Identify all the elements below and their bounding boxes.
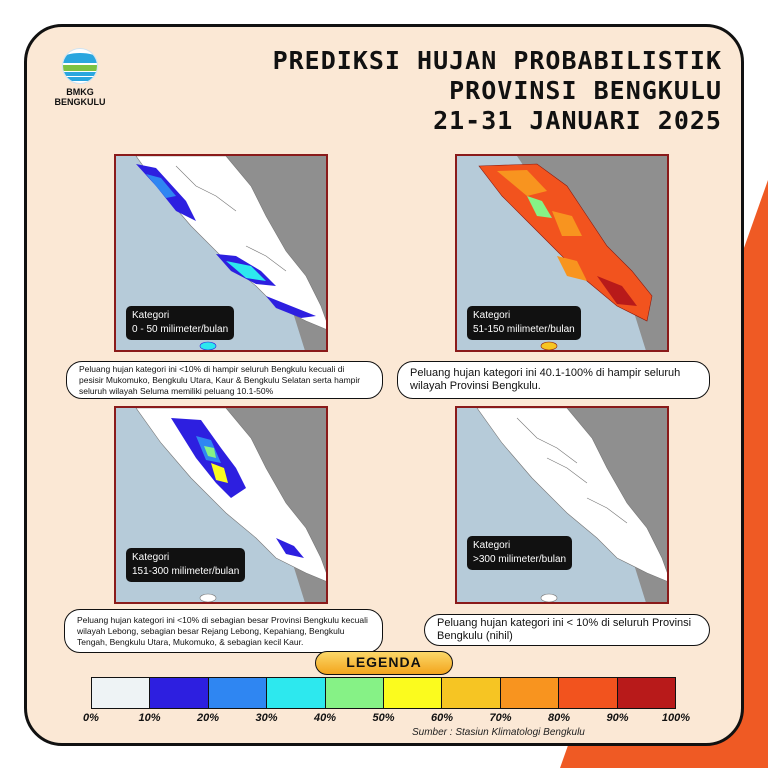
logo-line2: BENGKULU xyxy=(54,97,106,107)
kategori-range: 0 - 50 milimeter/bulan xyxy=(132,324,229,335)
kategori-range: 151-300 milimeter/bulan xyxy=(132,566,240,577)
legend-tick-label: 20% xyxy=(196,712,220,724)
kategori-badge xyxy=(126,548,245,582)
panel-description-0-50: Peluang hujan kategori ini <10% di hampir seluruh Bengkulu kecuali di pesisir Mukomuko, Bengkulu Utara, Kaur & Bengkulu Selatan serta hampir seluruh wilayah Seluma memiliki peluang 10.1-50% xyxy=(66,361,383,399)
legend-tick-label: 100% xyxy=(661,712,691,724)
legend-swatch xyxy=(384,678,442,708)
legend-tick-label: 60% xyxy=(430,712,454,724)
legend-tick-label: 40% xyxy=(313,712,337,724)
source-credit: Sumber : Stasiun Klimatologi Bengkulu xyxy=(412,727,585,738)
legend-swatch xyxy=(326,678,384,708)
legend-title: LEGENDA xyxy=(315,651,453,675)
legend-tick-label: 10% xyxy=(138,712,161,724)
bmkg-logo-icon xyxy=(62,48,98,84)
legend-swatch xyxy=(209,678,267,708)
kategori-badge xyxy=(126,306,234,340)
kategori-label: Kategori xyxy=(132,552,170,563)
legend-swatch xyxy=(267,678,325,708)
panel-description-51-150: Peluang hujan kategori ini 40.1-100% di hampir seluruh wilayah Provinsi Bengkulu. xyxy=(397,361,710,399)
legend-tick-label: 30% xyxy=(255,712,278,724)
legend-color-bar xyxy=(91,677,676,709)
legend-swatch xyxy=(618,678,675,708)
kategori-range: >300 milimeter/bulan xyxy=(473,554,567,565)
title-line2: PROVINSI BENGKULU xyxy=(449,76,722,105)
kategori-label: Kategori xyxy=(132,310,170,321)
title-line3: 21-31 JANUARI 2025 xyxy=(433,106,722,135)
kategori-range: 51-150 milimeter/bulan xyxy=(473,324,575,335)
logo-line1: BMKG xyxy=(66,87,94,97)
kategori-label: Kategori xyxy=(473,310,511,321)
legend-tick-label: 50% xyxy=(372,712,395,724)
title-line1: PREDIKSI HUJAN PROBABILISTIK xyxy=(272,46,722,75)
legend-swatch xyxy=(559,678,617,708)
map-panel-51-150 xyxy=(455,154,669,352)
map-panel-151-300 xyxy=(114,406,328,604)
legend-tick-label: 0% xyxy=(83,712,99,724)
legend-swatch xyxy=(501,678,559,708)
panel-description-over-300: Peluang hujan kategori ini < 10% di seluruh Provinsi Bengkulu (nihil) xyxy=(424,614,710,646)
kategori-label: Kategori xyxy=(473,540,511,551)
map-panel-over-300 xyxy=(455,406,669,604)
map-panel-0-50 xyxy=(114,154,328,352)
legend-tick-label: 70% xyxy=(489,712,512,724)
bmkg-logo xyxy=(50,48,110,107)
kategori-badge xyxy=(467,536,572,570)
legend-swatch xyxy=(92,678,150,708)
legend-swatch xyxy=(150,678,208,708)
legend-tick-label: 90% xyxy=(606,712,629,724)
panel-description-151-300: Peluang hujan kategori ini <10% di sebagian besar Provinsi Bengkulu kecuali wilayah Lebong, sebagian besar Rejang Lebong, Kepahiang, Bengkulu Tengah, Bengkulu Utara, Mukomuko, & sebagian kecil Kaur. xyxy=(64,609,383,653)
legend-swatch xyxy=(442,678,500,708)
page-title xyxy=(273,46,722,136)
kategori-badge xyxy=(467,306,581,340)
legend-tick-label: 80% xyxy=(547,712,571,724)
